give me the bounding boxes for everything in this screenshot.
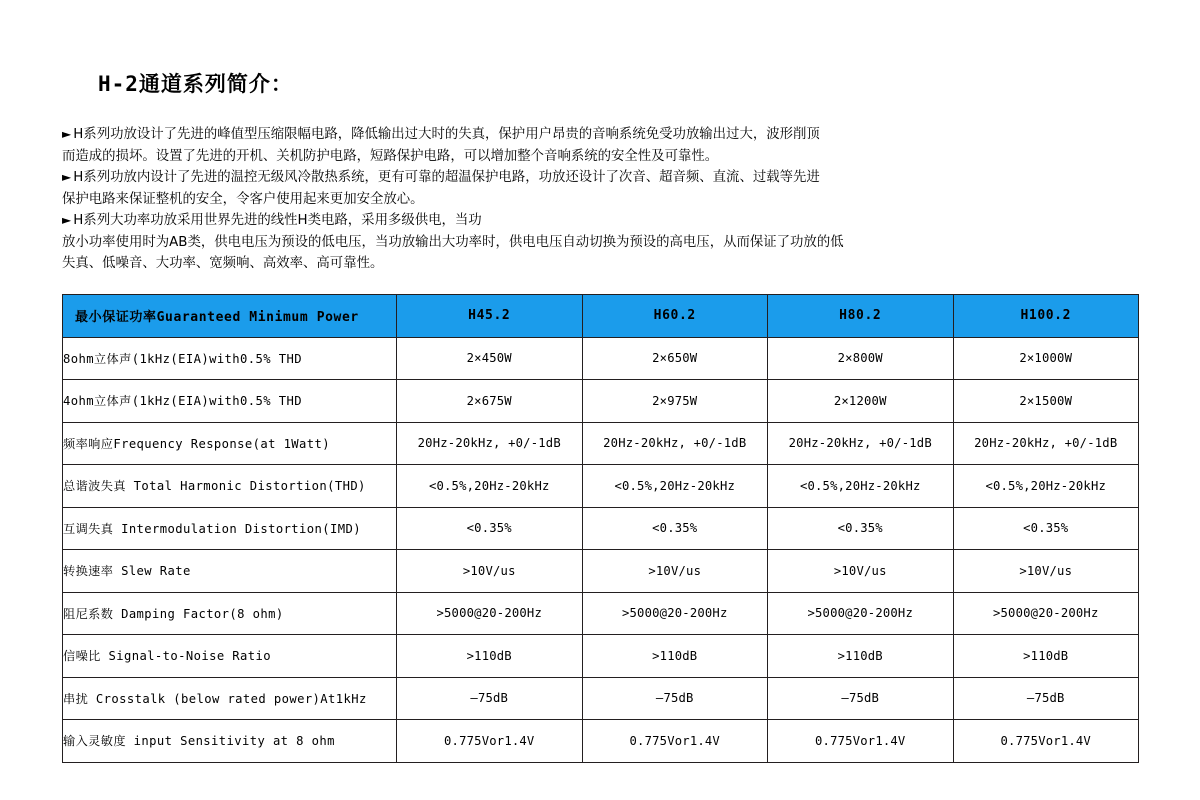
- bullet-icon: ►: [62, 213, 72, 227]
- intro-text-block: [62, 124, 1147, 275]
- table-body: [63, 337, 1139, 762]
- table-cell: >10V/us: [768, 550, 954, 593]
- column-header-model-h80: H80.2: [768, 295, 954, 338]
- table-row: [63, 337, 1139, 380]
- table-cell: 2×975W: [582, 380, 768, 423]
- row-label: 信噪比 Signal-to-Noise Ratio: [63, 635, 397, 678]
- table-cell: —75dB: [397, 677, 583, 720]
- table-cell: —75dB: [953, 677, 1139, 720]
- table-cell: 0.775Vor1.4V: [953, 720, 1139, 763]
- row-label: 转换速率 Slew Rate: [63, 550, 397, 593]
- table-cell: <0.35%: [768, 507, 954, 550]
- table-cell: >5000@20-200Hz: [953, 592, 1139, 635]
- table-cell: >110dB: [582, 635, 768, 678]
- row-label: 阻尼系数 Damping Factor(8 ohm): [63, 592, 397, 635]
- bullet-icon: ►: [62, 170, 72, 184]
- table-cell: 2×1500W: [953, 380, 1139, 423]
- table-cell: >10V/us: [582, 550, 768, 593]
- intro-line: 而造成的损坏。设置了先进的开机、关机防护电路，短路保护电路，可以增加整个音响系统的安全性及可靠性。: [62, 148, 719, 164]
- table-row: [63, 380, 1139, 423]
- row-label: 互调失真 Intermodulation Distortion(IMD): [63, 507, 397, 550]
- table-cell: 2×800W: [768, 337, 954, 380]
- table-row: [63, 422, 1139, 465]
- table-cell: >10V/us: [953, 550, 1139, 593]
- table-row: [63, 550, 1139, 593]
- table-row: [63, 720, 1139, 763]
- bullet-icon: ►: [62, 127, 72, 141]
- table-cell: 0.775Vor1.4V: [768, 720, 954, 763]
- table-row: [63, 592, 1139, 635]
- table-cell: 20Hz-20kHz, +0/-1dB: [582, 422, 768, 465]
- table-cell: >5000@20-200Hz: [582, 592, 768, 635]
- intro-line: H系列功放内设计了先进的温控无级风冷散热系统，更有可靠的超温保护电路，功放还设计了次音、超音频、直流、过载等先进: [73, 170, 820, 185]
- table-cell: >10V/us: [397, 550, 583, 593]
- table-cell: <0.5%,20Hz-20kHz: [768, 465, 954, 508]
- row-label: 输入灵敏度 input Sensitivity at 8 ohm: [63, 720, 397, 763]
- table-cell: >110dB: [397, 635, 583, 678]
- table-header: [63, 295, 1139, 338]
- table-cell: <0.5%,20Hz-20kHz: [582, 465, 768, 508]
- column-header-model-h60: H60.2: [582, 295, 768, 338]
- table-cell: >110dB: [768, 635, 954, 678]
- intro-line: 失真、低噪音、大功率、宽频响、高效率、高可靠性。: [62, 256, 384, 271]
- row-label: 频率响应Frequency Response(at 1Watt): [63, 422, 397, 465]
- row-label: 8ohm立体声(1kHz(EIA)with0.5% THD: [63, 337, 397, 380]
- table-cell: 0.775Vor1.4V: [397, 720, 583, 763]
- table-cell: 20Hz-20kHz, +0/-1dB: [768, 422, 954, 465]
- intro-paragraph-2: [62, 167, 1147, 210]
- column-header-spec: 最小保证功率Guaranteed Minimum Power: [63, 295, 397, 338]
- table-header-row: [63, 295, 1139, 338]
- table-row: [63, 507, 1139, 550]
- page-title: H-2通道系列简介：: [98, 72, 293, 96]
- table-cell: 2×1000W: [953, 337, 1139, 380]
- table-cell: <0.35%: [397, 507, 583, 550]
- table-cell: 2×650W: [582, 337, 768, 380]
- intro-paragraph-3: [62, 210, 1147, 275]
- table-row: [63, 465, 1139, 508]
- table-cell: —75dB: [768, 677, 954, 720]
- row-label: 4ohm立体声(1kHz(EIA)with0.5% THD: [63, 380, 397, 423]
- table-cell: 0.775Vor1.4V: [582, 720, 768, 763]
- intro-line: H系列大功率功放采用世界先进的线性H类电路，采用多级供电，当功: [73, 213, 482, 228]
- table-cell: <0.35%: [582, 507, 768, 550]
- table-cell: 2×450W: [397, 337, 583, 380]
- table-cell: 2×675W: [397, 380, 583, 423]
- table-cell: <0.35%: [953, 507, 1139, 550]
- column-header-model-h100: H100.2: [953, 295, 1139, 338]
- table-row: [63, 677, 1139, 720]
- row-label: 串扰 Crosstalk (below rated power)At1kHz: [63, 677, 397, 720]
- table-cell: >5000@20-200Hz: [397, 592, 583, 635]
- row-label: 总谐波失真 Total Harmonic Distortion(THD): [63, 465, 397, 508]
- table-cell: <0.5%,20Hz-20kHz: [953, 465, 1139, 508]
- table-cell: —75dB: [582, 677, 768, 720]
- table-cell: 20Hz-20kHz, +0/-1dB: [953, 422, 1139, 465]
- table-cell: 20Hz-20kHz, +0/-1dB: [397, 422, 583, 465]
- table-cell: >5000@20-200Hz: [768, 592, 954, 635]
- table-row: [63, 635, 1139, 678]
- intro-line: H系列功放设计了先进的峰值型压缩限幅电路，降低输出过大时的失真，保护用户昂贵的音响系统免受功放输出过大，波形削顶: [73, 127, 820, 142]
- table-cell: 2×1200W: [768, 380, 954, 423]
- intro-paragraph-1: [62, 124, 1147, 167]
- specifications-table: [62, 294, 1139, 763]
- table-cell: >110dB: [953, 635, 1139, 678]
- table-cell: <0.5%,20Hz-20kHz: [397, 465, 583, 508]
- column-header-model-h45: H45.2: [397, 295, 583, 338]
- intro-line: 放小功率使用时为AB类，供电电压为预设的低电压，当功放输出大功率时，供电电压自动切换为预设的高电压，从而保证了功放的低: [62, 234, 844, 250]
- intro-line: 保护电路来保证整机的安全，令客户使用起来更加安全放心。: [62, 191, 424, 207]
